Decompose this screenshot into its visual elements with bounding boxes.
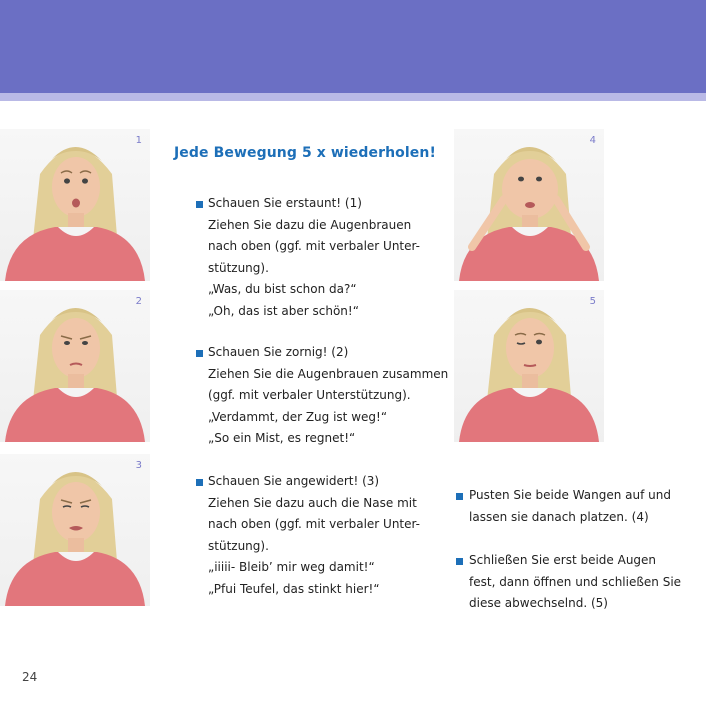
instruction-line: Pusten Sie beide Wangen auf und xyxy=(469,488,671,502)
photo-4 xyxy=(454,129,604,281)
instruction-line: Schauen Sie angewidert! (3) xyxy=(208,474,380,488)
instruction-line: „iiiii- Bleib’ mir weg damit!“ xyxy=(208,560,375,575)
bullet-icon xyxy=(196,201,203,208)
instruction-line: lassen sie danach platzen. (4) xyxy=(469,509,649,524)
instruction-5 xyxy=(469,550,681,615)
instruction-line: „So ein Mist, es regnet!“ xyxy=(208,431,356,446)
instruction-line: Schauen Sie erstaunt! (1) xyxy=(208,196,362,210)
instruction-line: Schauen Sie zornig! (2) xyxy=(208,345,349,359)
bullet-icon xyxy=(456,558,463,565)
photo-number: 5 xyxy=(589,296,596,307)
photo-2 xyxy=(0,290,150,442)
instruction-line: diese abwechselnd. (5) xyxy=(469,596,608,611)
photo-number: 4 xyxy=(589,135,596,146)
photo-number: 2 xyxy=(135,296,142,307)
instruction-line: stützung). xyxy=(208,538,269,553)
woman-surprised-illustration xyxy=(0,129,150,281)
instruction-line: nach oben (ggf. mit verbaler Unter- xyxy=(208,517,421,532)
photo-1 xyxy=(0,129,150,281)
header-band xyxy=(0,0,706,93)
instruction-line: Ziehen Sie die Augenbrauen zusammen xyxy=(208,366,449,381)
instruction-line: nach oben (ggf. mit verbaler Unter- xyxy=(208,239,421,254)
instruction-line: Ziehen Sie dazu die Augenbrauen xyxy=(208,217,412,232)
header-strip xyxy=(0,93,706,101)
instruction-line: stützung). xyxy=(208,260,269,275)
instruction-4 xyxy=(469,485,671,528)
instruction-3 xyxy=(208,471,420,601)
photo-number: 1 xyxy=(135,135,142,146)
photo-3 xyxy=(0,454,150,606)
instruction-line: „Was, du bist schon da?“ xyxy=(208,282,357,297)
photo-5 xyxy=(454,290,604,442)
bullet-icon xyxy=(196,350,203,357)
page-title: Jede Bewegung 5 x wiederholen! xyxy=(174,145,436,161)
bullet-icon xyxy=(196,479,203,486)
instruction-line: „Pfui Teufel, das stinkt hier!“ xyxy=(208,581,380,596)
instruction-2 xyxy=(208,342,448,450)
instruction-line: Ziehen Sie dazu auch die Nase mit xyxy=(208,495,417,510)
woman-winking-illustration xyxy=(454,290,604,442)
page-number: 24 xyxy=(22,670,38,684)
instruction-line: fest, dann öffnen und schließen Sie xyxy=(469,574,682,589)
instruction-line: (ggf. mit verbaler Unterstützung). xyxy=(208,388,411,403)
instruction-line: Schließen Sie erst beide Augen xyxy=(469,553,657,567)
bullet-icon xyxy=(456,493,463,500)
woman-angry-illustration xyxy=(0,290,150,442)
photo-number: 3 xyxy=(135,460,142,471)
instruction-line: „Verdammt, der Zug ist weg!“ xyxy=(208,409,388,424)
instruction-1 xyxy=(208,193,420,323)
instruction-line: „Oh, das ist aber schön!“ xyxy=(208,303,359,318)
woman-puffed-cheeks-illustration xyxy=(454,129,604,281)
woman-disgusted-illustration xyxy=(0,454,150,606)
